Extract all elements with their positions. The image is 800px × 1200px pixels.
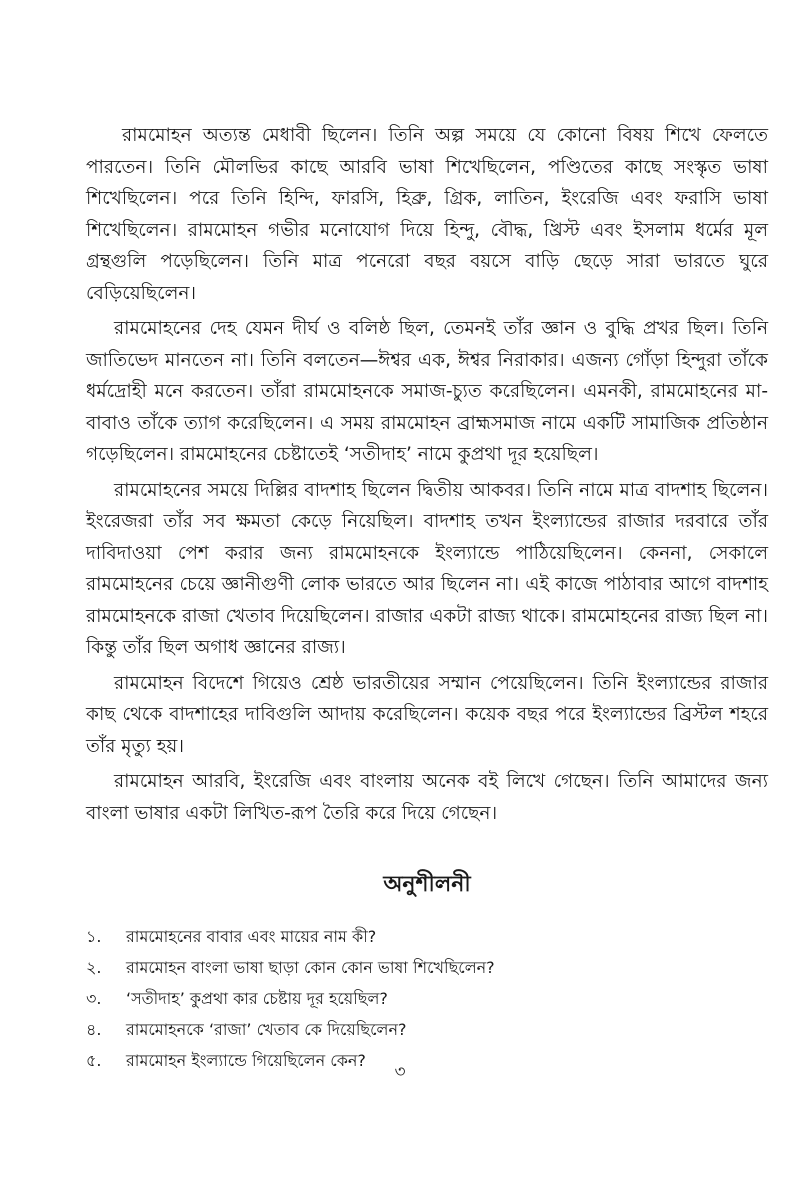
exercise-item [86,1014,768,1045]
paragraph-5: রামমোহন আরবি, ইংরেজি এবং বাংলায় অনেক বই লিখে গেছেন। তিনি আমাদের জন্য বাংলা ভাষার একটা লিখিত-রূপ তৈরি করে দিয়ে গেছেন। [86,771,768,824]
exercise-item [86,952,768,983]
exercise-question: ‘সতীদাহ’ কুপ্রথা কার চেষ্টায় দূর হয়েছিল? [126,989,388,1008]
paragraph-3: রামমোহনের সময়ে দিল্লির বাদশাহ ছিলেন দ্বিতীয় আকবর। তিনি নামে মাত্র বাদশাহ ছিলেন। ইংরেজরা তাঁর সব ক্ষমতা কেড়ে নিয়েছিল। বাদশাহ তখন ইংল্যান্ডের রাজার দরবারে তাঁর দাবিদাওয়া পেশ করার জন্য রামমোহনকে ইংল্যান্ডে পাঠিয়েছিলেন। কেননা, সেকালে রামমোহনের চেয়ে জ্ঞানীগুণী লোক ভারতে আর ছিলেন না। এই কাজে পাঠাবার আগে বাদশাহ রামমোহনকে রাজা খেতাব দিয়েছিলেন। রাজার একটা রাজ্য থাকে। রামমোহনের রাজ্য ছিল না। কিন্তু তাঁর ছিল অগাধ জ্ঞানের রাজ্য। [86,479,768,658]
exercise-question: রামমোহনকে ‘রাজা’ খেতাব কে দিয়েছিলেন? [126,1020,407,1039]
exercise-heading: অনুশীলনী [383,871,471,897]
paragraph-2: রামমোহনের দেহ যেমন দীর্ঘ ও বলিষ্ঠ ছিল, তেমনই তাঁর জ্ঞান ও বুদ্ধি প্রখর ছিল। তিনি জাতিভেদ মানতেন না। তিনি বলতেন—ঈশ্বর এক, ঈশ্বর নিরাকার। এজন্য গোঁড়া হিন্দুরা তাঁকে ধর্মদ্রোহী মনে করতেন। তাঁরা রামমোহনকে সমাজ-চ্যুত করেছিলেন। এমনকী, রামমোহনের মা-বাবাও তাঁকে ত্যাগ করেছিলেন। এ সময় রামমোহন ব্রাহ্মসমাজ নামে একটি সামাজিক প্রতিষ্ঠান গড়েছিলেন। রামমোহনের চেষ্টাতেই ‘সতীদাহ’ নামে কুপ্রথা দূর হয়েছিল। [86,318,768,465]
exercise-question: রামমোহনের বাবার এবং মায়ের নাম কী? [126,927,377,946]
page-number: ৩ [394,1062,406,1082]
paragraph-1: রামমোহন অত্যন্ত মেধাবী ছিলেন। তিনি অল্প সময়ে যে কোনো বিষয় শিখে ফেলতে পারতেন। তিনি মৌলভির কাছে আরবি ভাষা শিখেছিলেন, পণ্ডিতের কাছে সংস্কৃত ভাষা শিখেছিলেন। পরে তিনি হিন্দি, ফারসি, হিব্রু, গ্রিক, লাতিন, ইংরেজি এবং ফরাসি ভাষা শিখেছিলেন। রামমোহন গভীর মনোযোগ দিয়ে হিন্দু, বৌদ্ধ, খ্রিস্ট এবং ইসলাম ধর্মের মূল গ্রন্থগুলি পড়েছিলেন। তিনি মাত্র পনেরো বছর বয়সে বাড়ি ছেড়ে সারা ভারতে ঘুরে বেড়িয়েছিলেন। [86,125,768,304]
exercise-number: ৫. [86,1051,102,1070]
exercise-list [86,921,768,1076]
paragraph-4: রামমোহন বিদেশে গিয়েও শ্রেষ্ঠ ভারতীয়ের সম্মান পেয়েছিলেন। তিনি ইংল্যান্ডের রাজার কাছ থেকে বাদশাহের দাবিগুলি আদায় করেছিলেন। কয়েক বছর পরে ইংল্যান্ডের ব্রিস্টল শহরে তাঁর মৃত্যু হয়। [86,672,768,757]
exercise-number: ৪. [86,1020,102,1039]
exercise-number: ৩. [86,989,102,1008]
exercise-question: রামমোহন বাংলা ভাষা ছাড়া কোন কোন ভাষা শিখেছিলেন? [126,958,495,977]
exercise-question: রামমোহন ইংল্যান্ডে গিয়েছিলেন কেন? [126,1051,366,1070]
exercise-item [86,983,768,1014]
exercise-number: ২. [86,958,102,977]
exercise-item [86,921,768,952]
exercise-number: ১. [86,927,102,946]
